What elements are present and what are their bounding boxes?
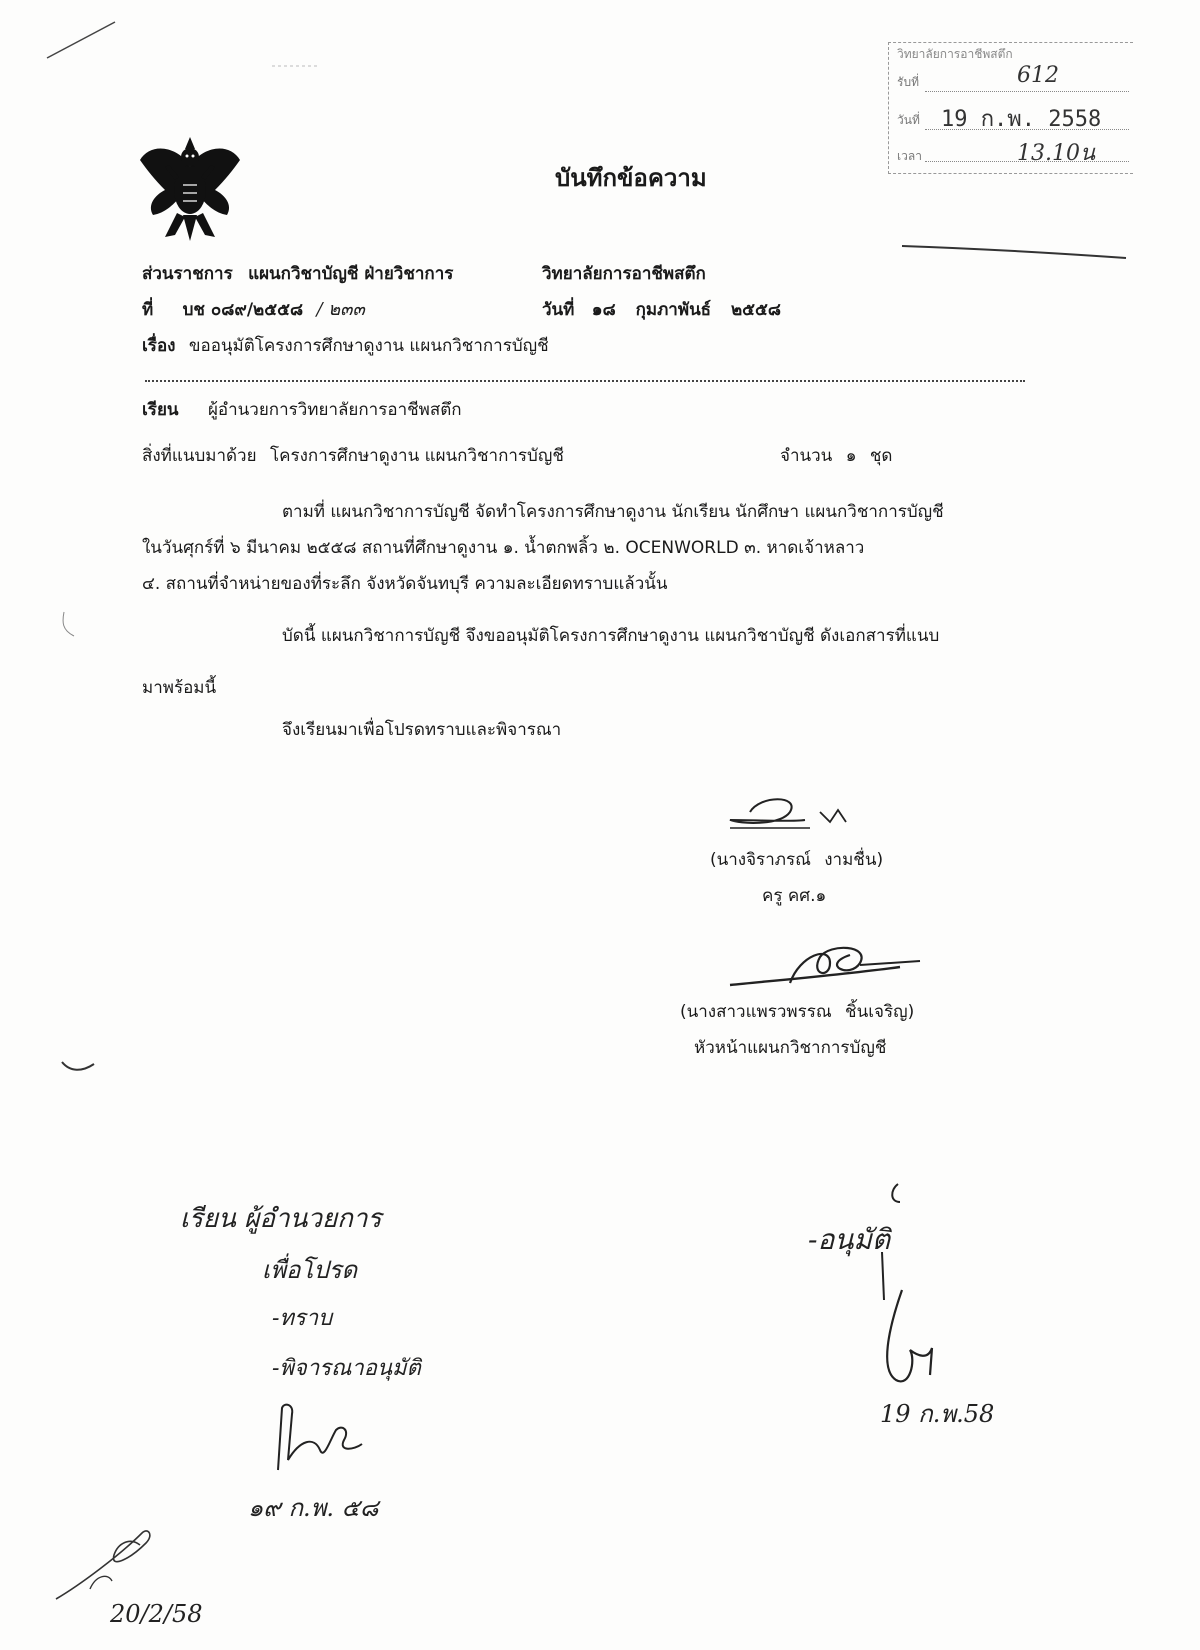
signer-1-title: ครู คศ.๑: [762, 886, 827, 906]
stamp-time-label: เวลา: [897, 149, 922, 163]
enclosure-row: [142, 444, 564, 468]
stamp-date-value: 19 ก.พ. 2558: [941, 107, 1102, 132]
handwritten-approval: -อนุมัติ: [808, 1223, 891, 1256]
handwritten-note-line-4: -พิจารณาอนุมัติ: [272, 1356, 421, 1381]
initials-signature-icon: [50, 1525, 160, 1610]
addressee-label: เรียน: [142, 400, 179, 420]
signature-2-icon: [720, 935, 950, 1005]
stamp-received-label: รับที่: [897, 75, 919, 89]
reference-value: บช ๐๘๙/๒๕๕๘: [182, 300, 304, 320]
memo-title: บันทึกข้อความ: [555, 164, 707, 192]
scan-mark: [60, 1058, 100, 1078]
stamp-received-number: 612: [1017, 63, 1059, 88]
reference-row: [142, 298, 365, 322]
date-value: ๑๘ กุมภาพันธ์ ๒๕๕๘: [591, 300, 782, 320]
paragraph-1-line-1: ตามที่ แผนกวิชาการบัญชี จัดทำโครงการศึกษาดูงาน นักเรียน นักศึกษา แผนกวิชาการบัญชี: [282, 502, 944, 522]
closing-line: จึงเรียนมาเพื่อโปรดทราบและพิจารณา: [282, 720, 562, 740]
approver-signature-icon: [860, 1180, 950, 1410]
handwritten-note-line-2: เพื่อโปรด: [262, 1256, 358, 1284]
signature-1-icon: [720, 790, 890, 840]
enclosure-value: โครงการศึกษาดูงาน แผนกวิชาการบัญชี: [269, 446, 564, 466]
agency-value: แผนกวิชาบัญชี ฝ่ายวิชาการ: [248, 264, 454, 284]
agency-label: ส่วนราชการ: [142, 264, 233, 284]
date-label: วันที่: [542, 300, 575, 320]
addressee-row: [142, 398, 462, 422]
stamp-date-label: วันที่: [897, 113, 920, 127]
subject-value: ขออนุมัติโครงการศึกษาดูงาน แผนกวิชาการบัญชี: [188, 336, 549, 356]
enclosure-label: สิ่งที่แนบมาด้วย: [142, 446, 257, 466]
handwritten-note-line-3: -ทราบ: [272, 1306, 333, 1331]
director-signature-icon: [270, 1400, 380, 1480]
handwritten-note-line-1: เรียน ผู้อำนวยการ: [180, 1204, 382, 1234]
signer-2-title: หัวหน้าแผนกวิชาการบัญชี: [694, 1038, 887, 1058]
enclosure-quantity: จำนวน ๑ ชุด: [780, 446, 893, 466]
subject-row: [142, 334, 549, 358]
handwritten-right-date: 19 ก.พ.58: [880, 1400, 995, 1428]
agency-row: [142, 262, 453, 286]
date-row: [542, 298, 781, 322]
signer-2-name: (นางสาวแพรวพรรณ ชิ้นเจริญ): [680, 1002, 915, 1022]
header-divider: [145, 380, 1025, 382]
scan-mark: [900, 240, 1130, 260]
reference-label: ที่: [142, 300, 154, 320]
stamp-time-value: 13.10น: [1017, 141, 1096, 166]
garuda-emblem-icon: [135, 135, 245, 245]
reference-handwritten: / ๒๓๓: [316, 299, 365, 320]
paragraph-2-line-1: บัดนี้ แผนกวิชาการบัญชี จึงขออนุมัติโครงการศึกษาดูงาน แผนกวิชาบัญชี ดังเอกสารที่แนบ: [282, 626, 940, 646]
scan-mark: [45, 18, 125, 68]
paragraph-2-line-2: มาพร้อมนี้: [142, 678, 217, 698]
handwritten-bottom-date: 20/2/58: [110, 1600, 203, 1628]
scan-mark: [270, 60, 330, 72]
stamp-header: วิทยาลัยการอาชีพสตึก: [897, 47, 1013, 61]
addressee-value: ผู้อำนวยการวิทยาลัยการอาชีพสตึก: [207, 400, 462, 420]
agency-org: วิทยาลัยการอาชีพสตึก: [542, 264, 706, 284]
handwritten-left-date: ๑๙ ก.พ. ๕๘: [248, 1494, 379, 1522]
signer-1-name: (นางจิราภรณ์ งามชื่น): [710, 850, 884, 870]
scan-mark: [60, 610, 80, 640]
subject-label: เรื่อง: [142, 336, 176, 356]
receipt-stamp: [888, 42, 1133, 174]
paragraph-1-line-3: ๔. สถานที่จำหน่ายของที่ระลึก จังหวัดจันทบุรี ความละเอียดทราบแล้วนั้น: [142, 574, 668, 594]
paragraph-1-line-2: ในวันศุกร์ที่ ๖ มีนาคม ๒๕๕๘ สถานที่ศึกษาดูงาน ๑. น้ำตกพลิ้ว ๒. OCENWORLD ๓. หาดเจ้าหลาว: [142, 538, 865, 558]
